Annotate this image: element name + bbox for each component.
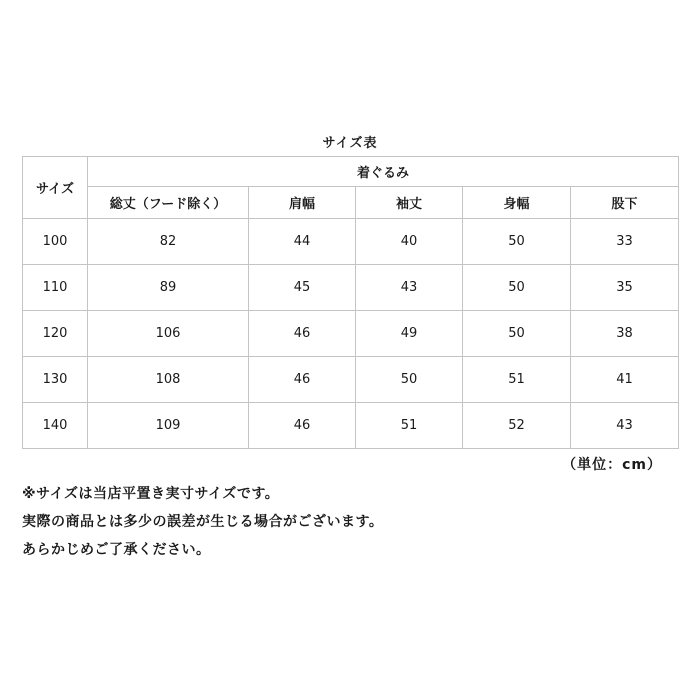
group-header: 着ぐるみ xyxy=(88,157,679,187)
value-cell: 43 xyxy=(356,265,463,311)
table-row xyxy=(23,357,679,403)
value-cell: 35 xyxy=(571,265,679,311)
column-header-shoulder-width: 肩幅 xyxy=(249,187,356,219)
note-line: あらかじめご了承ください。 xyxy=(22,542,211,558)
value-cell: 89 xyxy=(88,265,249,311)
table-row xyxy=(23,311,679,357)
unit-label: （単位：cm） xyxy=(562,457,662,473)
table-title: サイズ表 xyxy=(322,136,378,151)
value-cell: 51 xyxy=(463,357,571,403)
value-cell: 50 xyxy=(356,357,463,403)
value-cell: 109 xyxy=(88,403,249,449)
value-cell: 40 xyxy=(356,219,463,265)
table-subheader-row xyxy=(23,187,679,219)
value-cell: 43 xyxy=(571,403,679,449)
size-column-header: サイズ xyxy=(23,157,88,219)
size-cell: 110 xyxy=(23,265,88,311)
size-cell: 130 xyxy=(23,357,88,403)
value-cell: 41 xyxy=(571,357,679,403)
column-header-body-width: 身幅 xyxy=(463,187,571,219)
column-header-sleeve-length: 袖丈 xyxy=(356,187,463,219)
value-cell: 46 xyxy=(249,311,356,357)
value-cell: 44 xyxy=(249,219,356,265)
column-header-total-length: 総丈（フード除く） xyxy=(88,187,249,219)
value-cell: 50 xyxy=(463,219,571,265)
value-cell: 82 xyxy=(88,219,249,265)
value-cell: 46 xyxy=(249,357,356,403)
note-line: 実際の商品とは多少の誤差が生じる場合がございます。 xyxy=(22,514,384,530)
value-cell: 108 xyxy=(88,357,249,403)
table-row xyxy=(23,219,679,265)
table-row xyxy=(23,265,679,311)
value-cell: 106 xyxy=(88,311,249,357)
column-header-inseam: 股下 xyxy=(571,187,679,219)
size-table xyxy=(22,156,679,449)
table-row xyxy=(23,403,679,449)
size-cell: 140 xyxy=(23,403,88,449)
size-cell: 100 xyxy=(23,219,88,265)
value-cell: 51 xyxy=(356,403,463,449)
value-cell: 45 xyxy=(249,265,356,311)
value-cell: 33 xyxy=(571,219,679,265)
value-cell: 38 xyxy=(571,311,679,357)
table-header-row xyxy=(23,157,679,187)
note-line: ※サイズは当店平置き実寸サイズです。 xyxy=(22,486,280,502)
size-cell: 120 xyxy=(23,311,88,357)
value-cell: 46 xyxy=(249,403,356,449)
value-cell: 49 xyxy=(356,311,463,357)
value-cell: 52 xyxy=(463,403,571,449)
value-cell: 50 xyxy=(463,311,571,357)
notes xyxy=(22,484,678,568)
value-cell: 50 xyxy=(463,265,571,311)
